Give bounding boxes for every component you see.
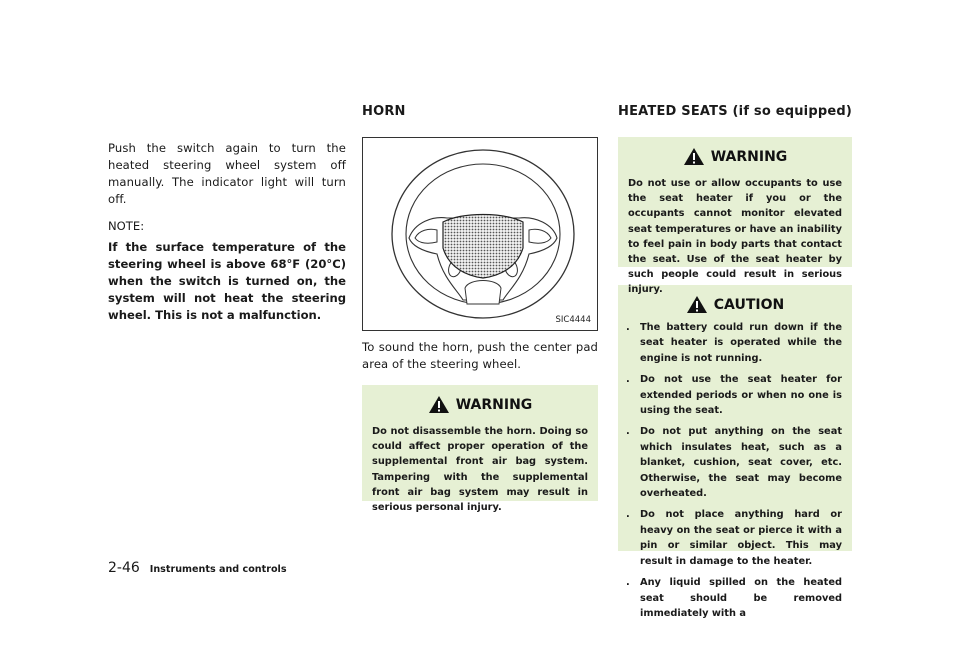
page-number: 2-46 — [108, 560, 140, 576]
warning-triangle-icon — [683, 147, 705, 166]
note-text: If the surface temperature of the steering wheel is above 68°F (20°C) when the switch is turned on, the system will not heat the steering wheel. This is not a malfunction. — [108, 240, 346, 322]
warning-triangle-icon — [428, 395, 450, 414]
bullet-mark: . — [626, 577, 630, 589]
seats-warning-header — [618, 137, 852, 166]
figure-code: SIC4444 — [555, 315, 591, 325]
bullet-mark: . — [626, 509, 630, 521]
steering-wheel-icon — [363, 138, 597, 330]
list-item: . Do not put anything on the seat which insulates heat, such as a blanket, cushion, seat cover, etc. Otherwise, the seat may become overheated. — [626, 426, 842, 500]
list-item: . Do not use the seat heater for extended periods or when no one is using the seat. — [626, 374, 842, 417]
page-footer — [108, 560, 287, 576]
caution-list — [618, 314, 852, 631]
intro-paragraph: Push the switch again to turn the heated steering wheel system off manually. The indicator light will turn off. — [108, 141, 346, 206]
bullet-mark: . — [626, 374, 630, 386]
steering-wheel-figure — [362, 137, 598, 331]
seats-caution-title: CAUTION — [713, 296, 785, 313]
seats-column — [618, 104, 853, 619]
horn-text: To sound the horn, push the center pad area of the steering wheel. — [362, 340, 598, 371]
list-item: . Any liquid spilled on the heated seat should be removed immediately with a — [626, 577, 842, 619]
horn-warning-box — [362, 385, 598, 514]
list-item: . The battery could run down if the seat heater is operated while the engine is not running. — [626, 322, 842, 364]
horn-warning-text: Do not disassemble the horn. Doing so could affect proper operation of the supplemental front air bag system. Tampering with the supplemental front air bag system may result in serious personal injury. — [372, 426, 588, 514]
seats-caution-box — [618, 285, 852, 619]
seats-heading: HEATED SEATS (if so equipped) — [618, 104, 853, 119]
left-column — [108, 140, 346, 324]
note-label: NOTE: — [108, 219, 145, 233]
bullet-mark: . — [626, 322, 630, 333]
caution-triangle-icon — [686, 295, 708, 314]
seats-warning-box — [618, 137, 852, 296]
seats-warning-title: WARNING — [710, 148, 788, 165]
horn-heading: HORN — [362, 104, 406, 119]
list-item: . Do not place anything hard or heavy on the seat or pierce it with a pin or similar object. This may result in damage to the heater. — [626, 509, 842, 567]
seats-warning-text: Do not use or allow occupants to use the seat heater if you or the occupants cannot monitor elevated seat temperatures or have an inability to feel pain in body parts that contact the seat. Use of the seat heater by such people could result in serious injury. — [628, 178, 842, 296]
horn-warning-header — [362, 385, 598, 414]
horn-warning-title: WARNING — [455, 396, 533, 413]
bullet-mark: . — [626, 426, 630, 438]
horn-column — [362, 104, 598, 514]
section-title: Instruments and controls — [149, 564, 287, 575]
